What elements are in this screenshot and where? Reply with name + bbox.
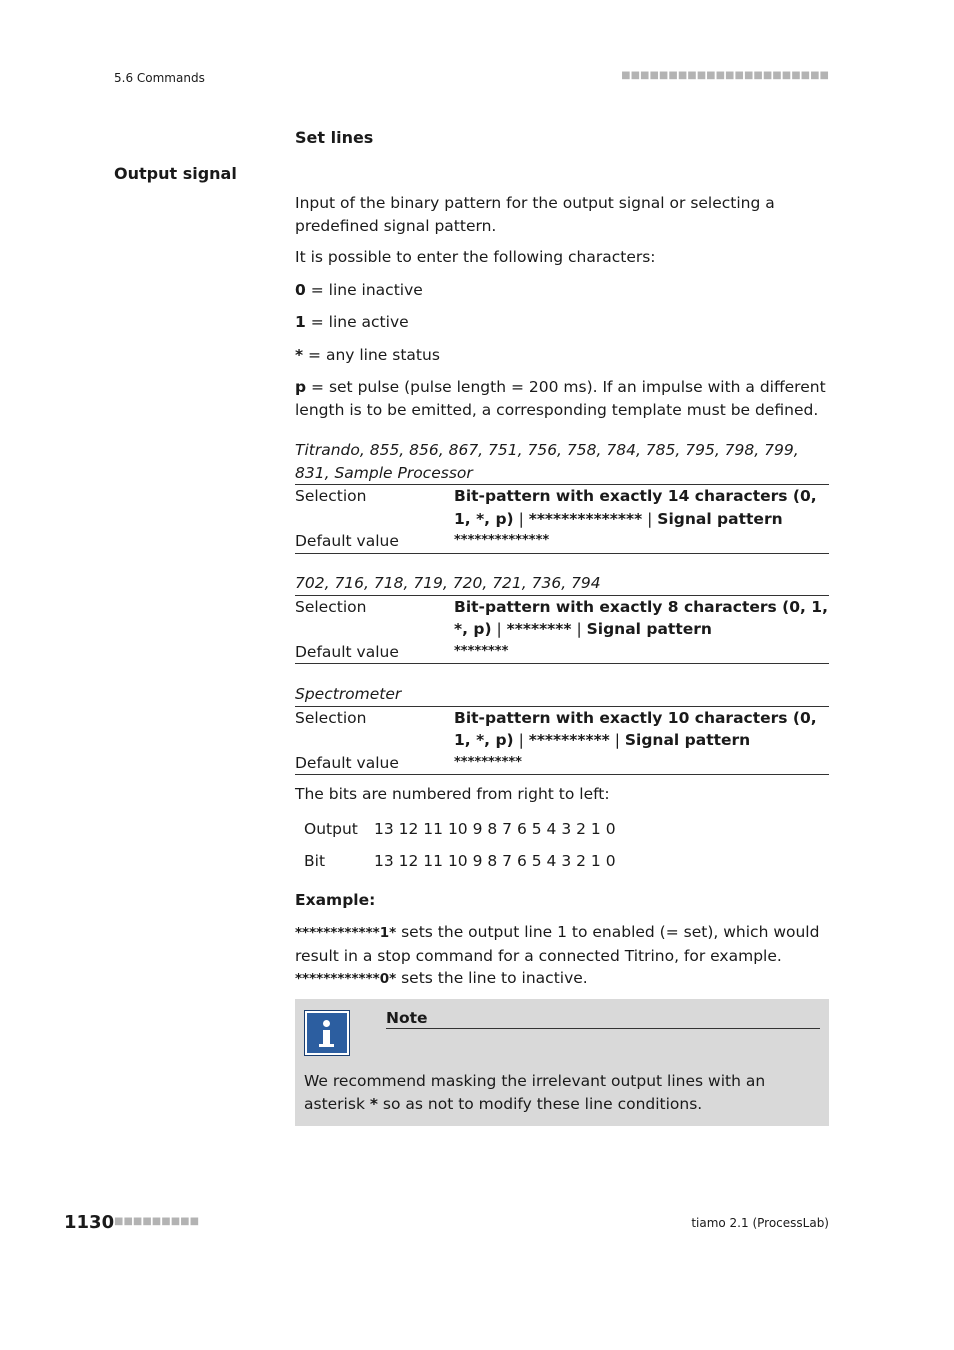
default-value: ******** (454, 643, 509, 659)
selection-value: Bit-pattern with exactly 14 characters (0, 1, *, p) | ************** | Signal pattern (454, 487, 817, 528)
selection-value: Bit-pattern with exactly 8 characters (0, 1, *, p) | ******** | Signal pattern (454, 597, 828, 638)
table-body (295, 485, 829, 554)
char-def-0: 0 = line inactive (295, 280, 423, 299)
table-title: Spectrometer (295, 683, 829, 707)
default-row (295, 752, 829, 775)
selection-row (295, 596, 829, 641)
running-header-section: 5.6 Commands (114, 71, 205, 85)
bits-bit-row (304, 852, 616, 870)
intro-paragraph: Input of the binary pattern for the output signal or selecting a predefined signal pattern. (295, 194, 775, 235)
default-value: ************** (454, 533, 550, 548)
table-title: 702, 716, 718, 719, 720, 721, 736, 794 (295, 572, 829, 596)
note-text: We recommend masking the irrelevant output lines with an asterisk * so as not to modify these line conditions. (304, 1072, 766, 1113)
char-def-p: p = set pulse (pulse length = 200 ms). If an impulse with a different length is to be emitted, a corresponding template must be defined. (295, 378, 826, 419)
example-text: ************1* sets the output line 1 to enabled (= set), which would result in a stop command for a connected Titrino, for example. ************0* sets the line to inactive. (295, 923, 820, 987)
selection-value: Bit-pattern with exactly 10 characters (0, 1, *, p) | ********** | Signal pattern (454, 708, 817, 749)
default-row (295, 530, 829, 553)
selection-label: Selection (295, 708, 367, 727)
parameter-table-1 (295, 439, 829, 554)
footer-decoration: ■■■■■■■■■ (114, 1216, 200, 1227)
char-def-1: 1 = line active (295, 313, 409, 331)
footer-product: tiamo 2.1 (ProcessLab) (691, 1216, 829, 1230)
selection-row (295, 707, 829, 752)
header-decoration: ■■■■■■■■■■■■■■■■■■■■■■ (621, 70, 829, 81)
bits-output-row (304, 820, 616, 838)
bits-output-values: 13 12 11 10 9 8 7 6 5 4 3 2 1 0 (374, 820, 616, 838)
parameter-table-2 (295, 572, 829, 664)
note-box (295, 999, 829, 1126)
bits-bit-values: 13 12 11 10 9 8 7 6 5 4 3 2 1 0 (374, 852, 616, 870)
page-number: 1130 (64, 1212, 115, 1233)
selection-label: Selection (295, 487, 367, 505)
bits-bit-label: Bit (304, 852, 326, 870)
default-value: ********** (454, 754, 522, 770)
info-icon (304, 1010, 350, 1056)
table-body (295, 707, 829, 776)
bits-output-label: Output (304, 820, 358, 838)
bits-intro: The bits are numbered from right to left: (295, 785, 610, 803)
default-row (295, 641, 829, 664)
example-heading: Example: (295, 891, 376, 909)
note-title: Note (386, 1009, 820, 1029)
char-def-star: * = any line status (295, 345, 440, 364)
parameter-table-3 (295, 683, 829, 775)
section-heading: Set lines (295, 128, 374, 147)
default-label: Default value (295, 532, 399, 550)
intro-block (295, 192, 830, 421)
table-body (295, 596, 829, 665)
table-title: Titrando, 855, 856, 867, 751, 756, 758, 784, 785, 795, 798, 799, 831, Sample Processor (295, 439, 829, 485)
side-heading: Output signal (114, 164, 237, 183)
selection-row (295, 485, 829, 530)
selection-label: Selection (295, 597, 367, 616)
default-label: Default value (295, 753, 399, 772)
intro-paragraph-2: It is possible to enter the following characters: (295, 248, 656, 266)
default-label: Default value (295, 642, 399, 661)
